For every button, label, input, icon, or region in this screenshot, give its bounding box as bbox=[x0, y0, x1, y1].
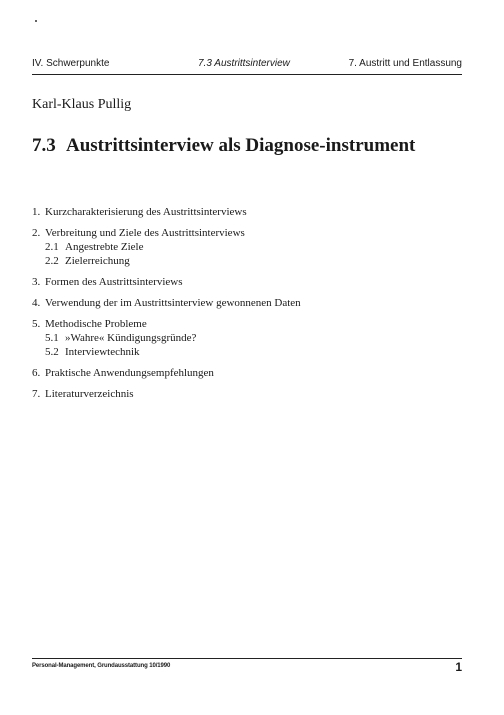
header-chapter-title: 7.3 Austrittsinterview bbox=[198, 58, 290, 69]
toc-sub-list bbox=[32, 331, 462, 359]
toc-entry bbox=[32, 317, 462, 331]
toc-sub-number: 5.1 bbox=[45, 332, 59, 344]
header-chapter-group: 7. Austritt und Entlassung bbox=[348, 58, 462, 69]
toc-sub-item bbox=[45, 240, 462, 254]
scan-speck bbox=[35, 20, 37, 22]
toc-label: Verbreitung und Ziele des Austrittsinterviews bbox=[45, 227, 245, 239]
toc-item bbox=[32, 366, 462, 380]
toc-sub-label: Interviewtechnik bbox=[65, 346, 140, 358]
author-name: Karl-Klaus Pullig bbox=[32, 97, 132, 112]
toc-number: 5. bbox=[32, 318, 41, 330]
toc-sub-item bbox=[45, 254, 462, 268]
toc-sub-label: »Wahre« Kündigungsgründe? bbox=[65, 332, 197, 344]
header-rule bbox=[32, 74, 462, 75]
toc-number: 6. bbox=[32, 367, 41, 379]
footer-rule bbox=[32, 658, 462, 659]
toc-number: 1. bbox=[32, 206, 41, 218]
toc-label: Kurzcharakterisierung des Austrittsinterviews bbox=[45, 206, 247, 218]
toc-entry bbox=[32, 296, 462, 310]
toc-number: 7. bbox=[32, 388, 41, 400]
toc-label: Methodische Probleme bbox=[45, 318, 147, 330]
toc-label: Praktische Anwendungsempfehlungen bbox=[45, 367, 214, 379]
toc-sub-label: Angestrebte Ziele bbox=[65, 241, 144, 253]
header-section: IV. Schwerpunkte bbox=[32, 58, 110, 69]
footer-publication: Personal-Management, Grundausstattung 10/1990 bbox=[32, 663, 171, 669]
toc-number: 3. bbox=[32, 276, 41, 288]
toc-entry bbox=[32, 387, 462, 401]
toc-item bbox=[32, 205, 462, 219]
chapter-title-text: Austrittsinterview als Diagnose-instrument bbox=[66, 135, 416, 156]
toc-sub-list bbox=[32, 240, 462, 268]
toc-label: Literaturverzeichnis bbox=[45, 388, 134, 400]
toc-label: Formen des Austrittsinterviews bbox=[45, 276, 183, 288]
toc-number: 4. bbox=[32, 297, 41, 309]
toc-sub-label: Zielerreichung bbox=[65, 255, 130, 267]
running-header bbox=[32, 58, 462, 74]
toc-entry bbox=[32, 366, 462, 380]
chapter-number: 7.3 bbox=[32, 135, 56, 156]
toc-sub-number: 2.2 bbox=[45, 255, 59, 267]
chapter-title bbox=[32, 134, 462, 157]
page-number: 1 bbox=[455, 660, 462, 674]
toc-item bbox=[32, 387, 462, 401]
table-of-contents bbox=[32, 205, 462, 408]
toc-entry bbox=[32, 226, 462, 240]
toc-label: Verwendung der im Austrittsinterview gewonnenen Daten bbox=[45, 297, 301, 309]
toc-item bbox=[32, 275, 462, 289]
toc-item bbox=[32, 317, 462, 359]
toc-sub-item bbox=[45, 331, 462, 345]
toc-entry bbox=[32, 205, 462, 219]
toc-entry bbox=[32, 275, 462, 289]
toc-item bbox=[32, 226, 462, 268]
toc-item bbox=[32, 296, 462, 310]
toc-sub-number: 2.1 bbox=[45, 241, 59, 253]
toc-sub-number: 5.2 bbox=[45, 346, 59, 358]
toc-number: 2. bbox=[32, 227, 41, 239]
toc-sub-item bbox=[45, 345, 462, 359]
